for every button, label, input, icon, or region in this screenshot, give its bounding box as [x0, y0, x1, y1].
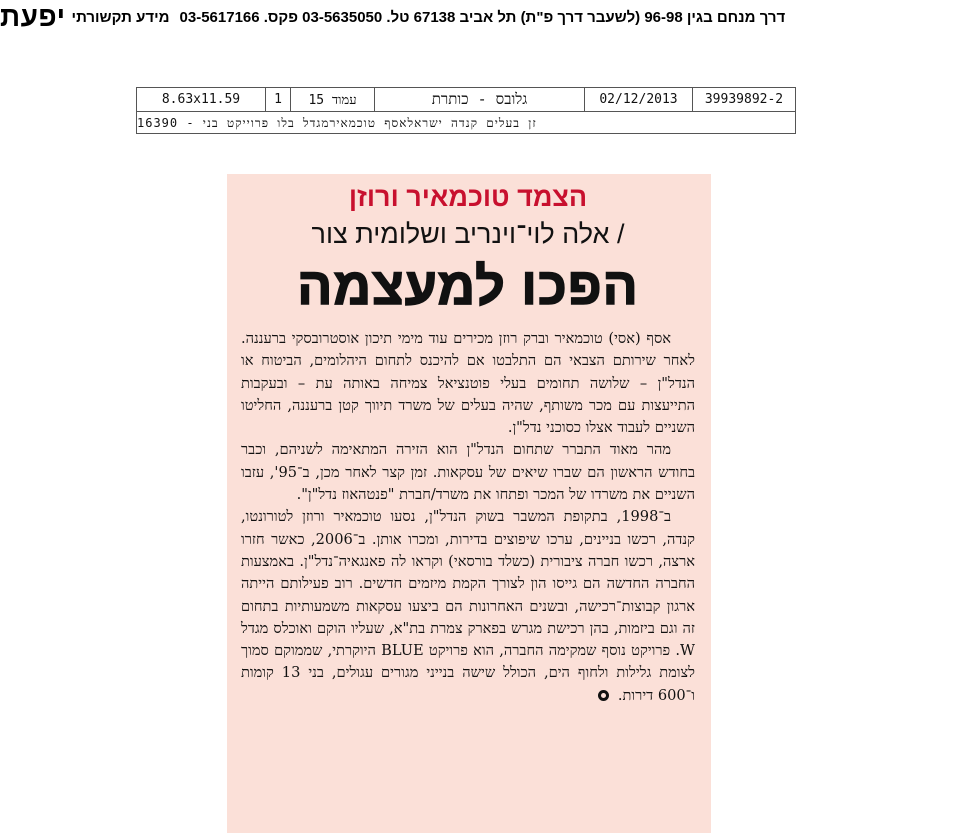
- end-mark-icon: [598, 690, 609, 701]
- clip-count: 1: [266, 88, 291, 111]
- contact-address: דרך מנחם בגין 96-98 (לשעבר דרך פ"ת) תל אביב 67138 טל. 03-5635050 פקס. 03-5617166: [179, 8, 786, 26]
- article-body: [241, 328, 695, 707]
- article-paragraph: אסף (אסי) טוכמאיר וברק רוזן מכירים עוד מימי תיכון אוסטרובסקי ברעננה. לאחר שירותם הצבאי הם התלבטו אם להיכנס לתחום היהלומים, הביטוח או הנדל"ן – שלושה תחומים בעלי פוטנציאל צמיחה באותה עת – ובעקבות התייעצות עם מכר משותף, שהיה בעלים של משרד תיווך קטן ברעננה, החליטו השניים לעבוד אצלו כסוכני נדל"ן.: [241, 330, 695, 437]
- clip-page: עמוד 15: [291, 88, 375, 111]
- clip-info-row: [137, 88, 795, 112]
- brand-subtitle: מידע תקשורתי: [71, 8, 170, 26]
- clip-publication: גלובס - כותרת: [375, 88, 585, 111]
- clip-size: 8.63x11.59: [137, 88, 266, 111]
- brand-logo: יפעת: [0, 1, 66, 32]
- clip-info-table: [136, 87, 796, 134]
- headline: הפכו למעצמה: [297, 258, 639, 316]
- section-title: הצמד טוכמאיר ורוזן: [348, 182, 588, 212]
- clip-id: 39939892-2: [704, 92, 784, 107]
- byline: / אלה לוי־וינריב ושלומית צור: [311, 219, 625, 249]
- article-paragraph: מהר מאוד התברר שתחום הנדל"ן הוא הזירה המתאימה לשניהם, וכבר בחודש הראשון הם שברו שיאים של עסקאות. זמן קצר לאחר מכן, ב־95', עזבו השניים את משרדו של המכר ופתחו את משרד/חברת "פנטהאוז נדל"ן".: [241, 441, 695, 504]
- article-paragraph: [241, 506, 695, 707]
- clipping-service-header: [0, 0, 970, 34]
- article-paragraph-text: ב־1998, בתקופת המשבר בשוק הנדל"ן, נסעו טוכמאיר ורוזן לטורונטו, קנדה, רכשו בניינים, ערכו שיפוצים בדירות, ומכרו אותן. ב־2006, כאשר חזרו ארצה, רכשו חברה ציבורית (כשלד בורסאי) וקראו לה פאנגאיה־נדל"ן. באמצעות החברה החדשה הם גייסו הון לצורך הקמת מיזמים חדשים. רוב פעילותם הייתה ארגון קבוצות־רכישה, ובשנים האחרונות הם ביצעו עסקאות משמעותיות בתחום זה וגם ביזמות, בהן רכישת מגרש בפארק צמרת בת"א, שעליו הוקם ואוכלס מגדל W. פרויקט נוסף שמקימה החברה, הוא פרויקט BLUE היוקרתי, שממוקם סמוך לצומת גלילות ולחוף הים, הכולל שישה בנייני מגורים עגולים, בני 13 קומות ו־600 דירות.: [241, 508, 696, 704]
- clip-description: זן בעלים קנדה ישראלאסף טוכמאירמגדל בלו פרוייקט בני - 16390: [137, 115, 537, 130]
- article-clipping: [227, 174, 711, 833]
- clip-date: 02/12/2013: [585, 88, 693, 111]
